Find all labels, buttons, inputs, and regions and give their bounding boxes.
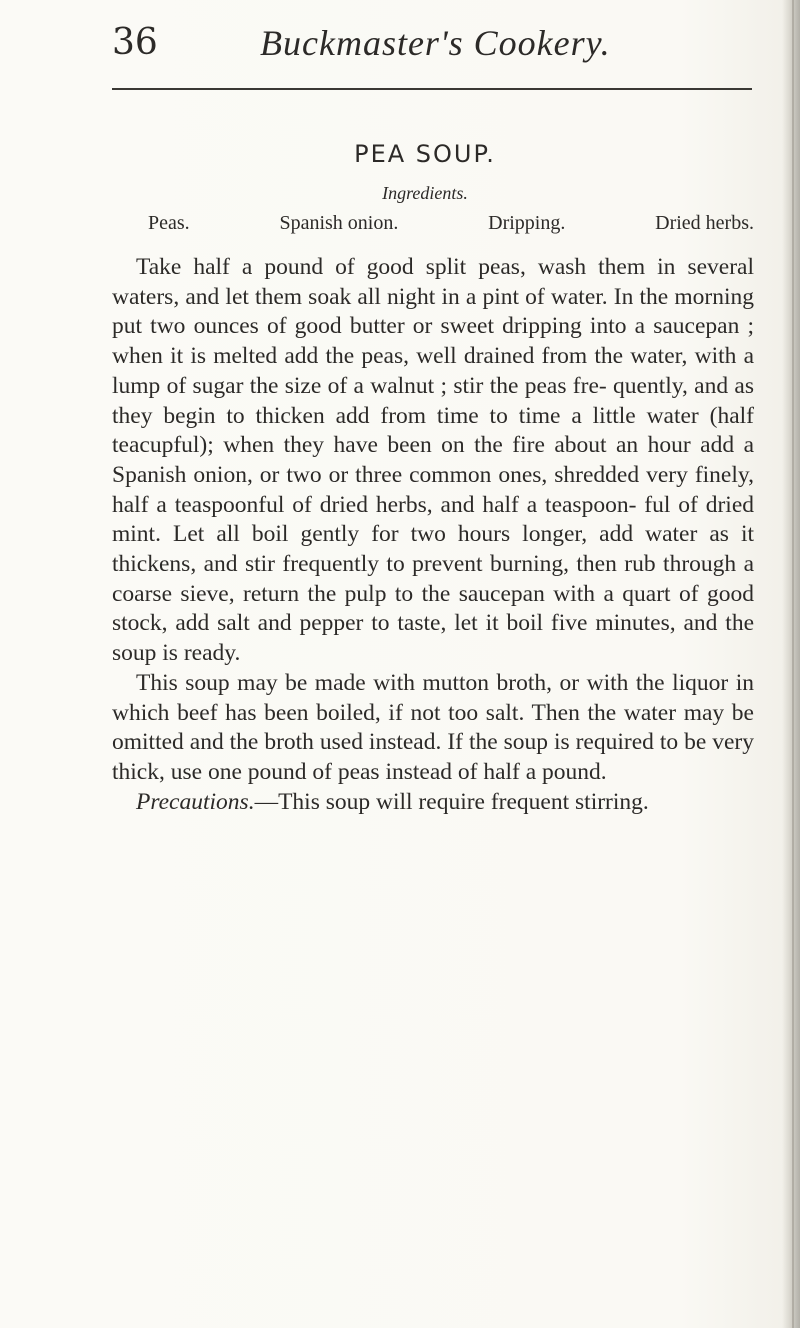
precautions-paragraph — [112, 788, 754, 818]
precautions-label: Precautions. — [136, 788, 255, 815]
page-edge-line — [792, 0, 794, 1328]
header-rule — [112, 88, 752, 90]
recipe-body — [112, 253, 754, 817]
ingredient-item: Dried herbs. — [655, 212, 754, 234]
instructions-paragraph: Take half a pound of good split peas, wash them in several waters, and let them soak all night in a pint of water. In the morning put two ounces of good butter or sweet dripping into a saucepan ; when it is melted add the peas, well drained from the water, with a lump of sugar the size of a walnut ; stir the peas fre- quently, and as they begin to thicken add from time to time a little water (half teacupful); when they have been on the fire about an hour add a Spanish onion, or two or three common ones, shredded very finely, half a teaspoonful of dried herbs, and half a teaspoon- ful of dried mint. Let all boil gently for two hours longer, add water as it thickens, and stir frequently to prevent burning, then rub through a coarse sieve, return the pulp to the saucepan with a quart of good stock, add salt and pepper to taste, let it boil five minutes, and the soup is ready. — [112, 254, 754, 667]
page-number: 36 — [112, 22, 158, 63]
ingredient-item: Dripping. — [488, 212, 566, 234]
running-title: Buckmaster's Cookery. — [260, 23, 611, 63]
precautions-text: —This soup will require frequent stirring. — [254, 788, 649, 815]
ingredients-list — [148, 212, 754, 235]
page-edge-shadow — [782, 0, 800, 1328]
ingredient-item: Spanish onion. — [279, 212, 399, 234]
variation-paragraph: This soup may be made with mutton broth, or with the liquor in which beef has been boiled, if not too salt. Then the water may be omitted and the broth used instead. If the soup is required to be very thick, use one pound of peas instead of half a pound. — [112, 669, 754, 785]
recipe-title: PEA SOUP. — [354, 140, 496, 168]
ingredient-item: Peas. — [148, 212, 190, 234]
ingredients-heading: Ingredients. — [382, 183, 468, 203]
page-header — [112, 22, 772, 82]
